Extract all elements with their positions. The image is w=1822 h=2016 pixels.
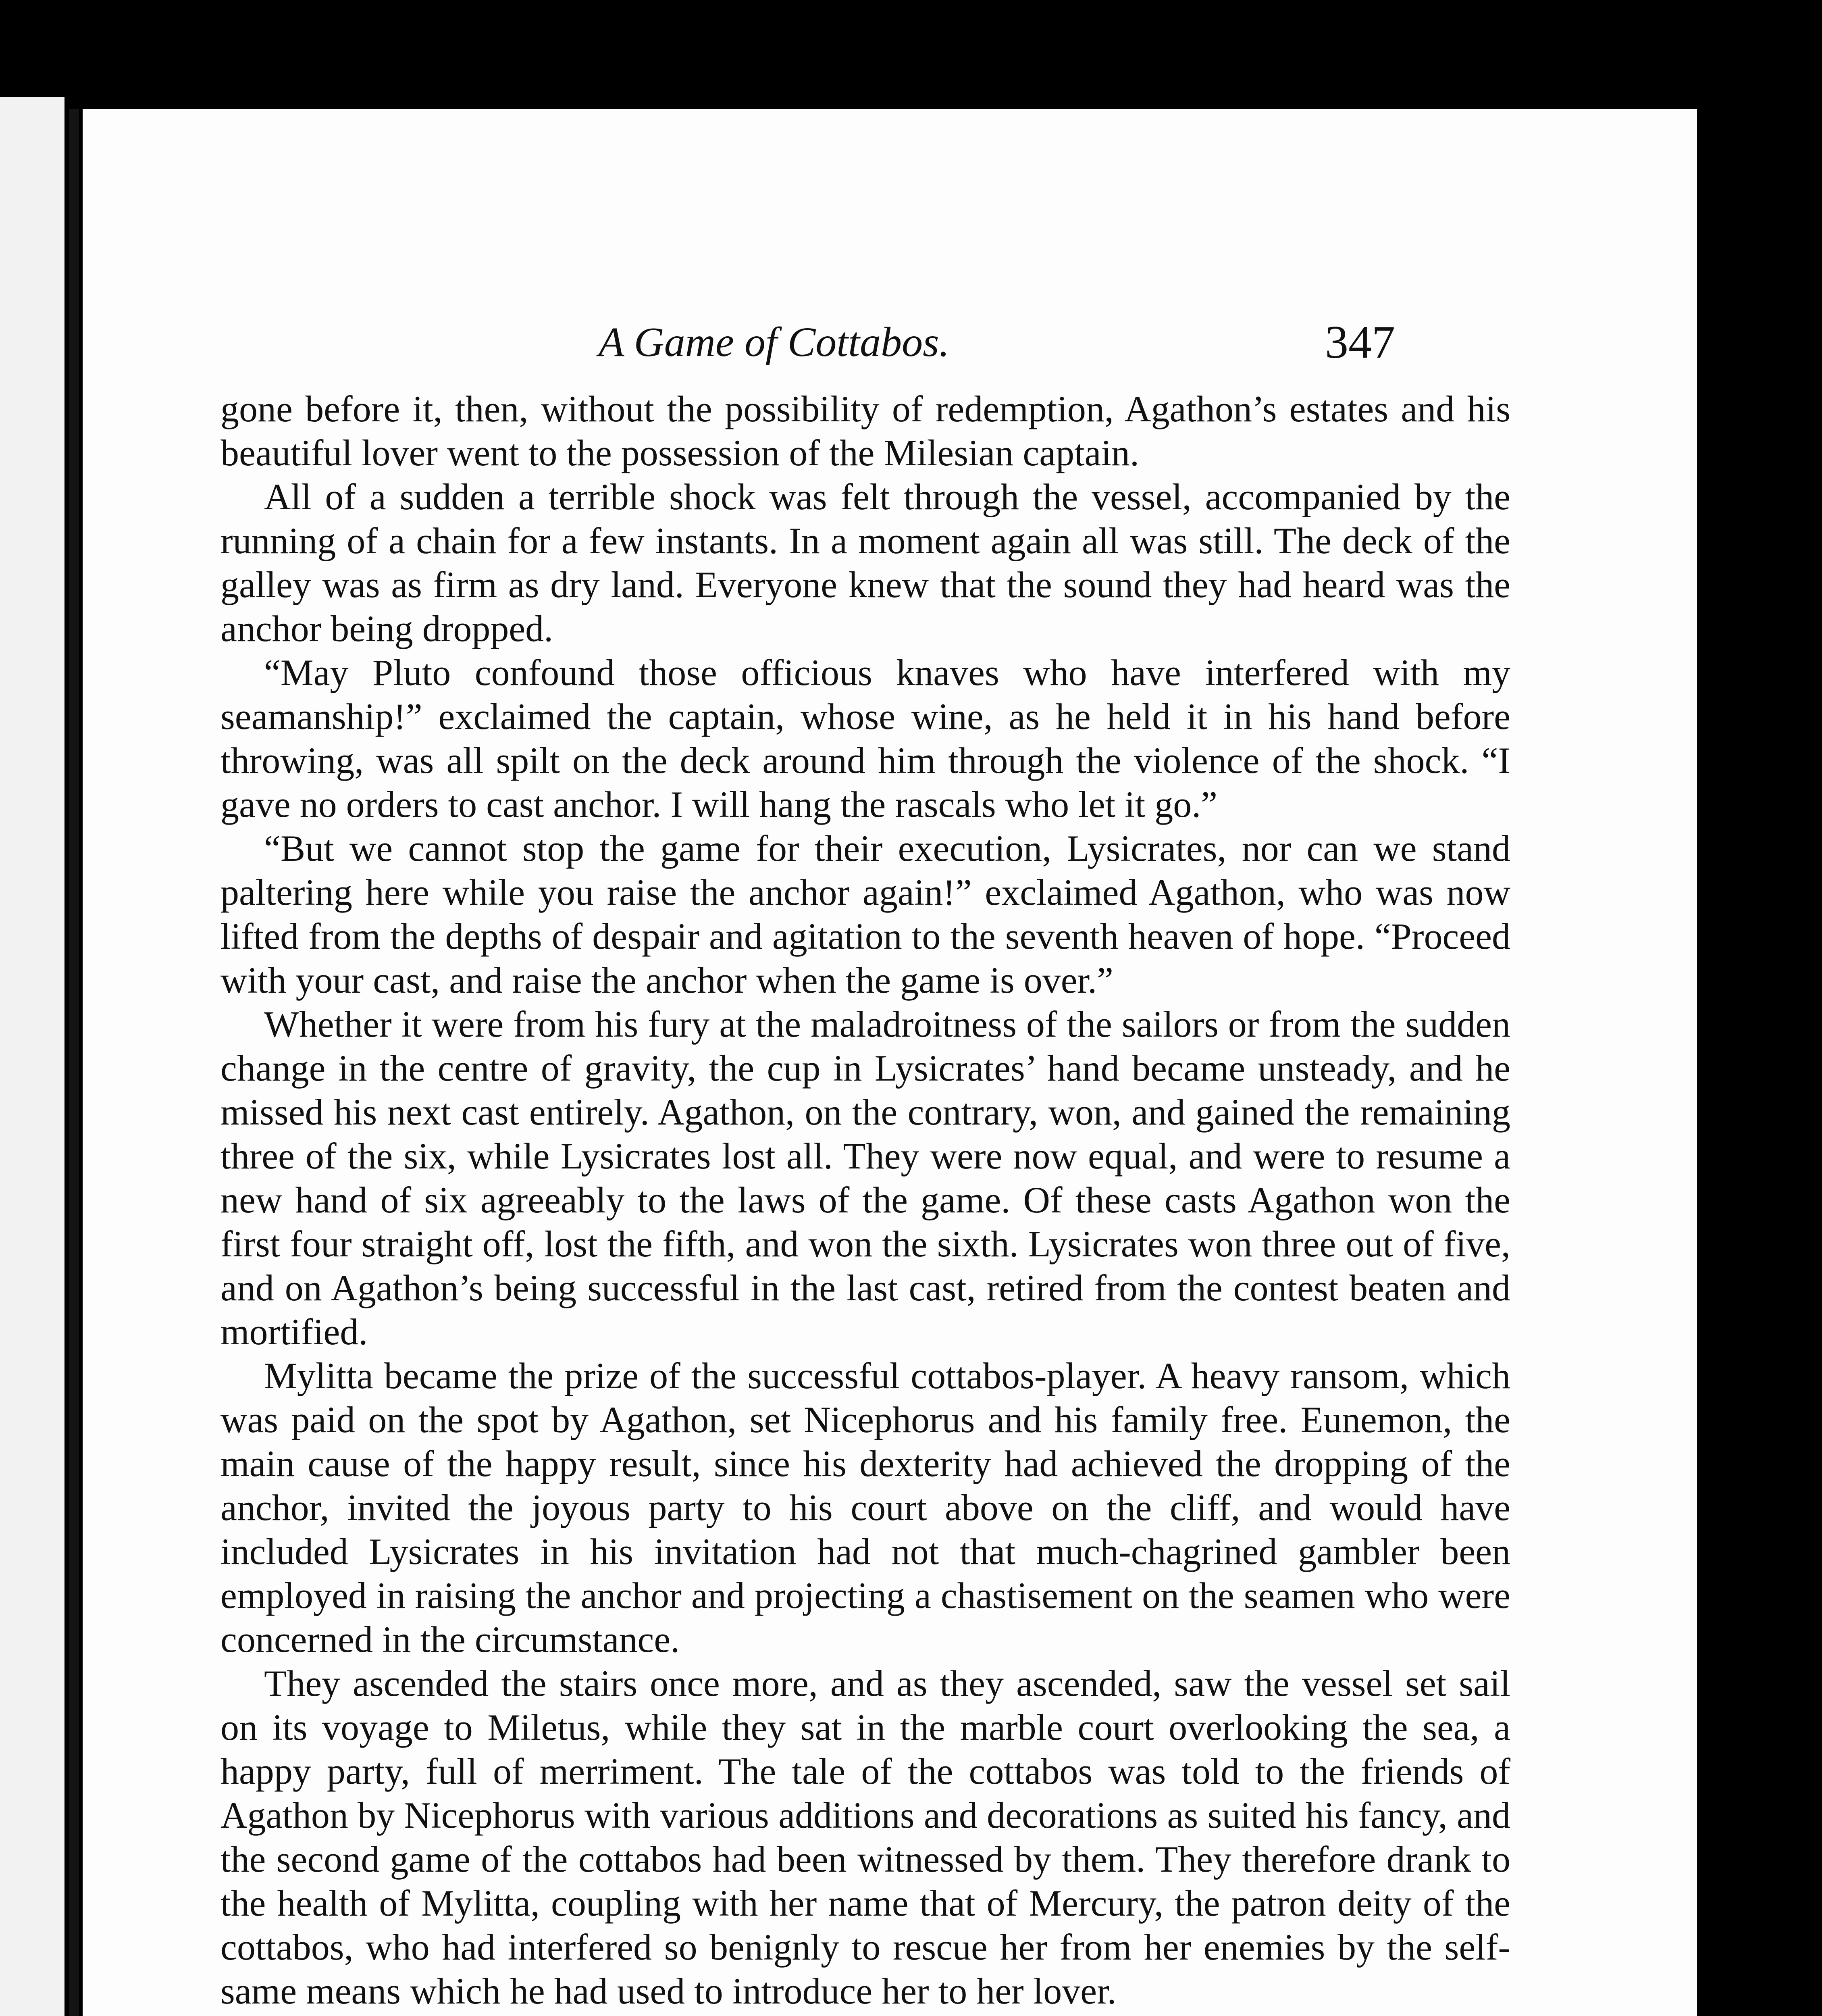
- previous-page-sliver: [0, 97, 64, 2016]
- paragraph: “May Pluto confound those officious knaves who have interfered with my seamanship!” exclaimed the captain, whose wine, as he held it in his hand before throwing, was all spilt on the deck around him through the violence of the shock. “I gave no orders to cast anchor. I will hang the rascals who let it go.”: [220, 652, 1510, 825]
- body-text: [220, 387, 1510, 2013]
- paragraph: Mylitta became the prize of the successful cottabos-player. A heavy ransom, which was paid on the spot by Agathon, set Nicephorus and his family free. Eunemon, the main cause of the happy result, since his dexterity had achieved the dropping of the anchor, invited the joyous party to his court above on the cliff, and would have included Lysicrates in his invitation had not that much-chagrined gambler been employed in raising the anchor and projecting a chastisement on the seamen who were concerned in the circumstance.: [220, 1355, 1510, 1660]
- book-page: [83, 109, 1697, 2016]
- running-head-title: A Game of Cottabos.: [599, 319, 950, 365]
- paragraph: Whether it were from his fury at the maladroitness of the sailors or from the sudden change in the centre of gravity, the cup in Lysicrates’ hand became unsteady, and he missed his next cast entirely. Agathon, on the contrary, won, and gained the remaining three of the six, while Lysicrates lost all. They were now equal, and were to resume a new hand of six agreeably to the laws of the game. Of these casts Agathon won the first four straight off, lost the fifth, and won the sixth. Lysicrates won three out of five, and on Agathon’s being successful in the last cast, retired from the contest beaten and mortified.: [220, 1004, 1510, 1352]
- page-gutter: [69, 109, 79, 2016]
- paragraph: All of a sudden a terrible shock was felt through the vessel, accompanied by the running of a chain for a few instants. In a moment again all was still. The deck of the galley was as firm as dry land. Everyone knew that the sound they had heard was the anchor being dropped.: [220, 476, 1510, 649]
- paragraph: “But we cannot stop the game for their execution, Lysicrates, nor can we stand paltering here while you raise the anchor again!” exclaimed Agathon, who was now lifted from the depths of despair and agitation to the seventh heaven of hope. “Proceed with your cast, and raise the anchor when the game is over.”: [220, 828, 1510, 1001]
- page-number: 347: [1325, 317, 1395, 368]
- running-head: [83, 312, 1697, 373]
- paragraph: They ascended the stairs once more, and as they ascended, saw the vessel set sail on its voyage to Miletus, while they sat in the marble court overlooking the sea, a happy party, full of merriment. The tale of the cottabos was told to the friends of Agathon by Nicephorus with various additions and decorations as suited his fancy, and the second game of the cottabos had been witnessed by them. They therefore drank to the health of Mylitta, coupling with her name that of Mercury, the patron deity of the cottabos, who had interfered so benignly to rescue her from her enemies by the self-same means which he had used to introduce her to her lover.: [220, 1663, 1510, 2012]
- paragraph: gone before it, then, without the possibility of redemption, Agathon’s estates and his beautiful lover went to the possession of the Milesian captain.: [220, 388, 1510, 473]
